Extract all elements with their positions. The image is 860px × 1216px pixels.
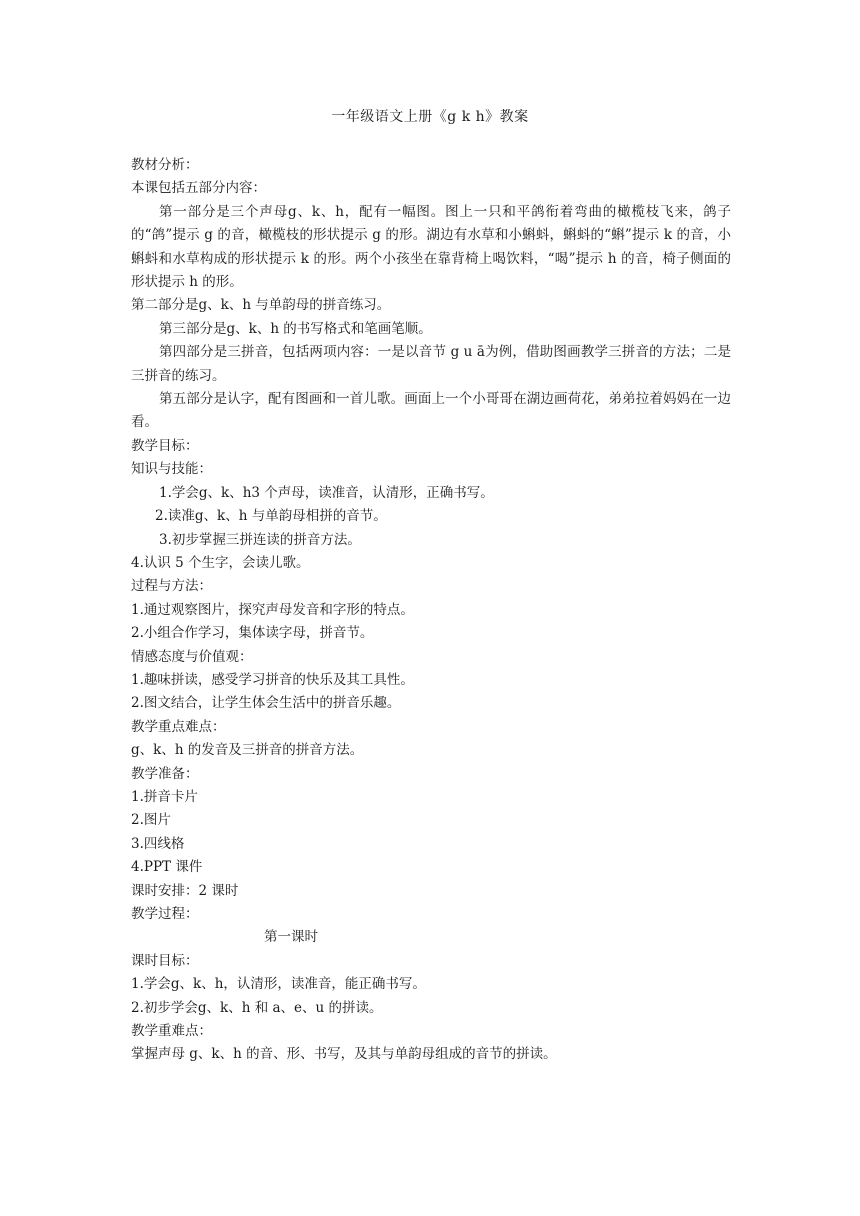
list-item: 2.初步学会g、k、h 和 a、e、u 的拼读。 [131,999,383,1016]
heading-knowledge-skills: 知识与技能： [131,461,212,478]
list-item: 2.图片 [131,812,171,829]
list-item: 1.学会g、k、h3 个声母，读准音，认清形，正确书写。 [159,484,494,501]
list-item: 2.小组合作学习，集体读字母，拼音节。 [131,625,374,642]
heading-teaching-process: 教学过程： [131,906,199,922]
heading-emotion-values: 情感态度与价值观： [131,648,253,665]
text-line: g、k、h 的发音及三拼音的拼音方法。 [131,742,364,759]
text-line: 课时安排：2 课时 [131,882,239,899]
heading-key-difficulties: 教学重点难点： [131,718,226,735]
text-line: 掌握声母 g、k、h 的音、形、书写，及其与单韵母组成的音节的拼读。 [131,1046,557,1063]
list-item: 3.四线格 [131,835,185,852]
text-line: 本课包括五部分内容： [131,180,266,197]
paragraph-part-one: 第一部分是三个声母g、k、h，配有一幅图。图上一只和平鸽衔着弯曲的橄榄枝飞来，鸽子的“鸽”提示 g 的音，橄榄枝的形状提示 g 的形。湖边有水草和小蝌蚪，蝌蚪的“蝌”提示 k 的音，小蝌蚪和水草构成的形状提示 k 的形。两个小孩坐在靠背椅上喝饮料，“喝”提示 h 的音，椅子侧面的形状提示 h 的形。 [131,203,731,291]
document-body [131,154,731,1067]
document-title: 一年级语文上册《g k h》教案 [331,109,529,125]
heading-lesson-goals: 课时目标： [131,952,199,969]
text-line: 第三部分是g、k、h 的书写格式和笔画笔顺。 [159,320,432,337]
subheading-first-lesson: 第一课时 [264,929,318,946]
list-item: 3.初步掌握三拼连读的拼音方法。 [159,531,361,548]
list-item: 1.趣味拼读，感受学习拼音的快乐及其工具性。 [131,671,414,688]
heading-teaching-goals: 教学目标： [131,437,199,454]
heading-process-method: 过程与方法： [131,578,212,595]
list-item: 4.认识 5 个生字，会读儿歌。 [131,554,310,571]
list-item: 1.通过观察图片，探究声母发音和字形的特点。 [131,601,414,618]
list-item: 2.读准g、k、h 与单韵母相拼的音节。 [155,508,387,525]
paragraph-part-four: 第四部分是三拼音，包括两项内容：一是以音节 g u ā为例，借助图画教学三拼音的方法；二是三拼音的练习。 [131,344,731,384]
list-item: 4.PPT 课件 [131,859,203,876]
list-item: 1.学会g、k、h，认清形，读准音，能正确书写。 [131,976,426,993]
paragraph-part-five: 第五部分是认字，配有图画和一首儿歌。画面上一个小哥哥在湖边画荷花，弟弟拉着妈妈在一边看。 [131,391,731,431]
heading-preparation: 教学准备： [131,765,199,782]
heading-textbook-analysis: 教材分析： [131,157,199,173]
text-line: 第二部分是g、k、h 与单韵母的拼音练习。 [131,297,391,314]
heading-key-points: 教学重难点： [131,1023,212,1040]
list-item: 1.拼音卡片 [131,788,198,805]
list-item: 2.图文结合，让学生体会生活中的拼音乐趣。 [131,695,401,712]
